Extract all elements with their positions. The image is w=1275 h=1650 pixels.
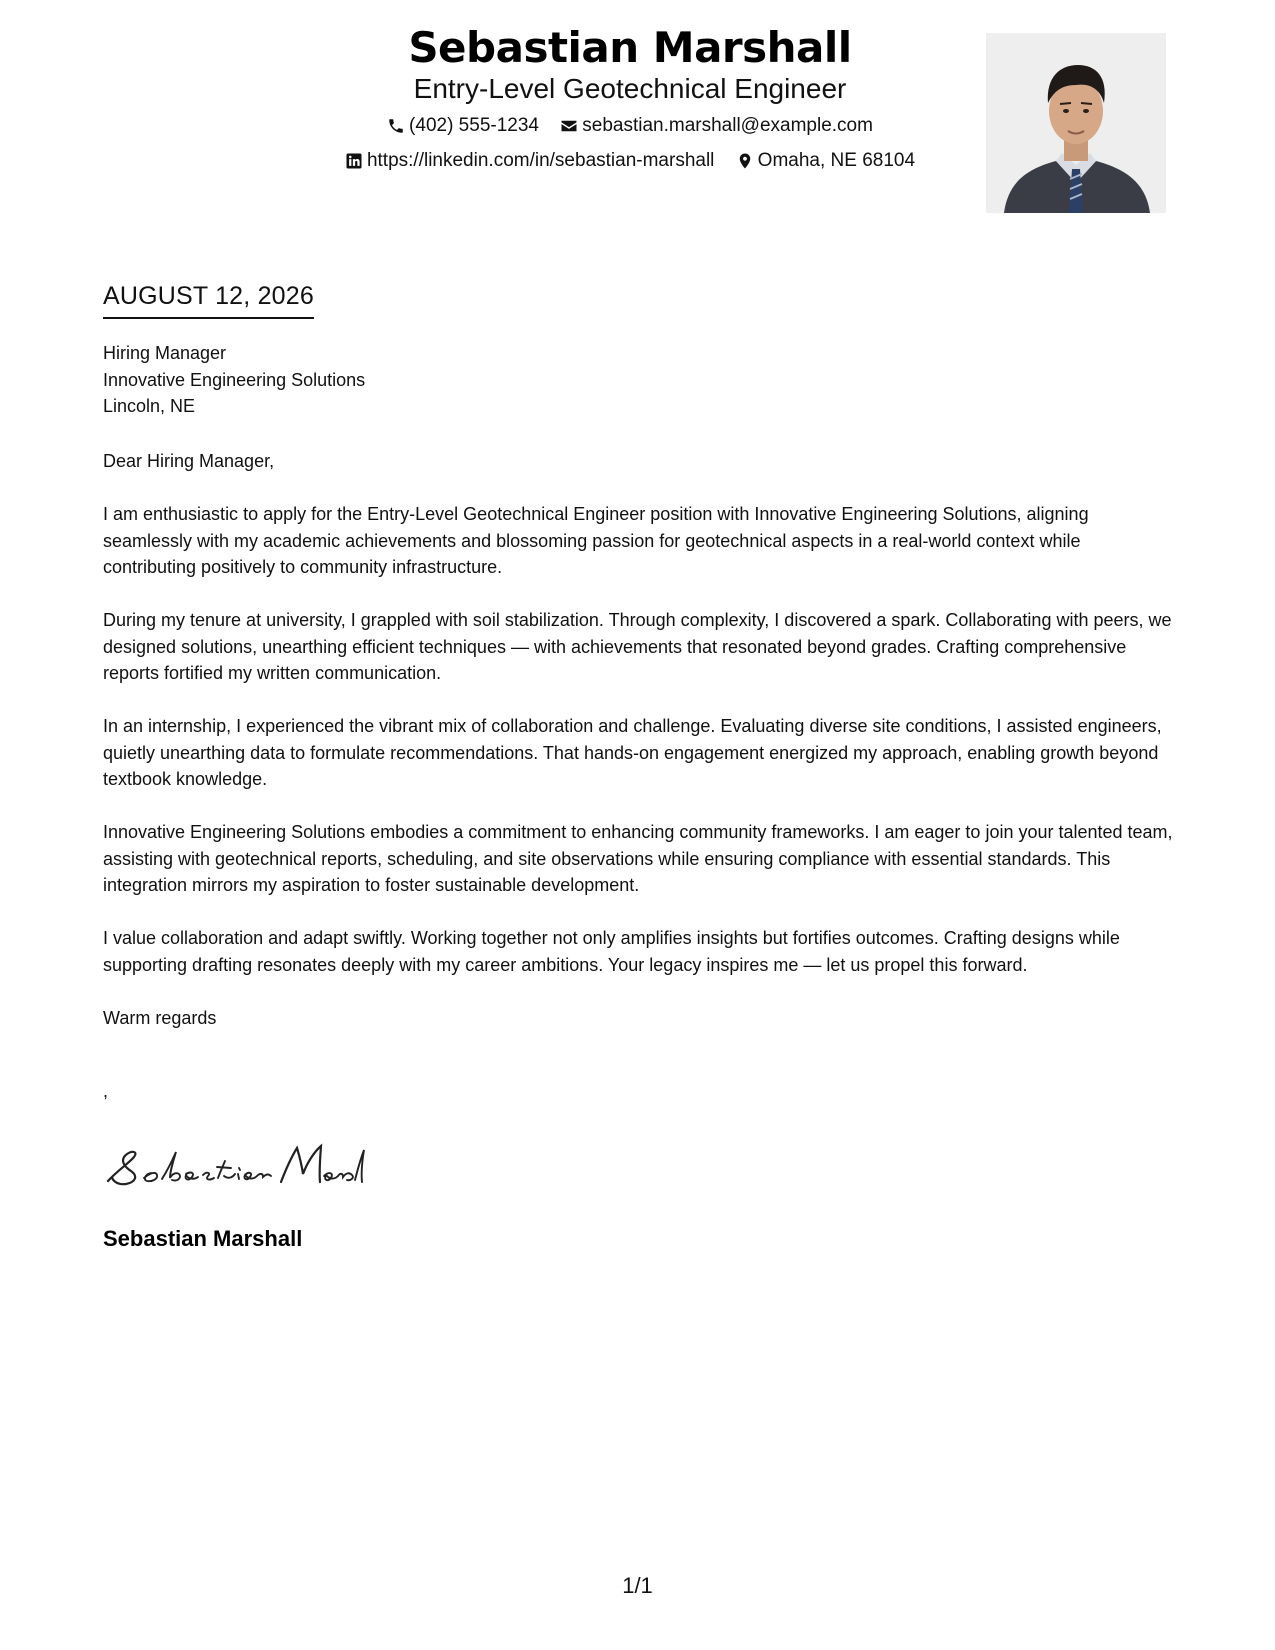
salutation: Dear Hiring Manager, xyxy=(103,451,275,471)
paragraph-university: During my tenure at university, I grappled with soil stabilization. Through complexity, I discovered a spark. Collaborating with peers, we designed solutions, unearthing efficient techniques — with achievements that resonated beyond grades. Crafting comprehensive reports fortified my written communication. xyxy=(103,610,1172,683)
linkedin-icon xyxy=(345,152,363,170)
recipient-name: Hiring Manager xyxy=(103,343,227,363)
recipient-company: Innovative Engineering Solutions xyxy=(103,369,366,390)
email-text: sebastian.marshall@example.com xyxy=(582,115,873,136)
profile-photo-illustration xyxy=(986,33,1166,213)
paragraph-intro: I am enthusiastic to apply for the Entry-Level Geotechnical Engineer position with Innovative Engineering Solutions, aligning seamlessly with my academic achievements and blossoming passion for geotechnical aspects in a real-world context while contributing positively to community infrastructure. xyxy=(103,504,1089,577)
page-number: 1/1 xyxy=(622,1573,653,1598)
letter-body xyxy=(103,448,1178,1058)
location-text: Omaha, NE 68104 xyxy=(757,150,916,171)
linkedin-text: https://linkedin.com/in/sebastian-marshall xyxy=(366,150,715,171)
paragraph-company: Innovative Engineering Solutions embodies a commitment to enhancing community frameworks. I am eager to join your talented team, assisting with geotechnical reports, scheduling, and site observations while ensuring compliance with essential standards. This integration mirrors my aspiration to foster sustainable development. xyxy=(103,822,1173,895)
phone-contact[interactable] xyxy=(387,114,539,138)
phone-icon xyxy=(387,117,405,135)
linkedin-contact[interactable] xyxy=(345,149,714,173)
profile-photo xyxy=(986,33,1166,213)
recipient-location: Lincoln, NE xyxy=(103,396,196,416)
recipient-block xyxy=(103,340,365,420)
applicant-title: Entry-Level Geotechnical Engineer xyxy=(413,73,847,104)
applicant-name: Sebastian Marshall xyxy=(408,23,852,72)
email-contact[interactable] xyxy=(560,114,873,138)
location-contact xyxy=(736,149,915,173)
closing: Warm regards xyxy=(103,1007,217,1028)
map-pin-icon xyxy=(736,152,754,170)
signature-image xyxy=(100,1140,365,1192)
signoff-name: Sebastian Marshall xyxy=(103,1226,303,1251)
envelope-icon xyxy=(560,117,578,135)
paragraph-closing: I value collaboration and adapt swiftly. Working together not only amplifies insights but fortifies outcomes. Crafting designs while supporting drafting resonates deeply with my career ambitions. Your legacy inspires me — let us propel this forward. xyxy=(103,928,1120,975)
phone-text: (402) 555-1234 xyxy=(409,115,539,136)
date-block xyxy=(103,279,314,319)
letter-date: AUGUST 12, 2026 xyxy=(103,279,314,319)
paragraph-internship: In an internship, I experienced the vibrant mix of collaboration and challenge. Evaluating diverse site conditions, I assisted engineers, quietly unearthing data to formulate recommendations. That hands-on engagement energized my approach, enabling growth beyond textbook knowledge. xyxy=(103,716,1162,789)
closing-comma: , xyxy=(103,1081,109,1101)
